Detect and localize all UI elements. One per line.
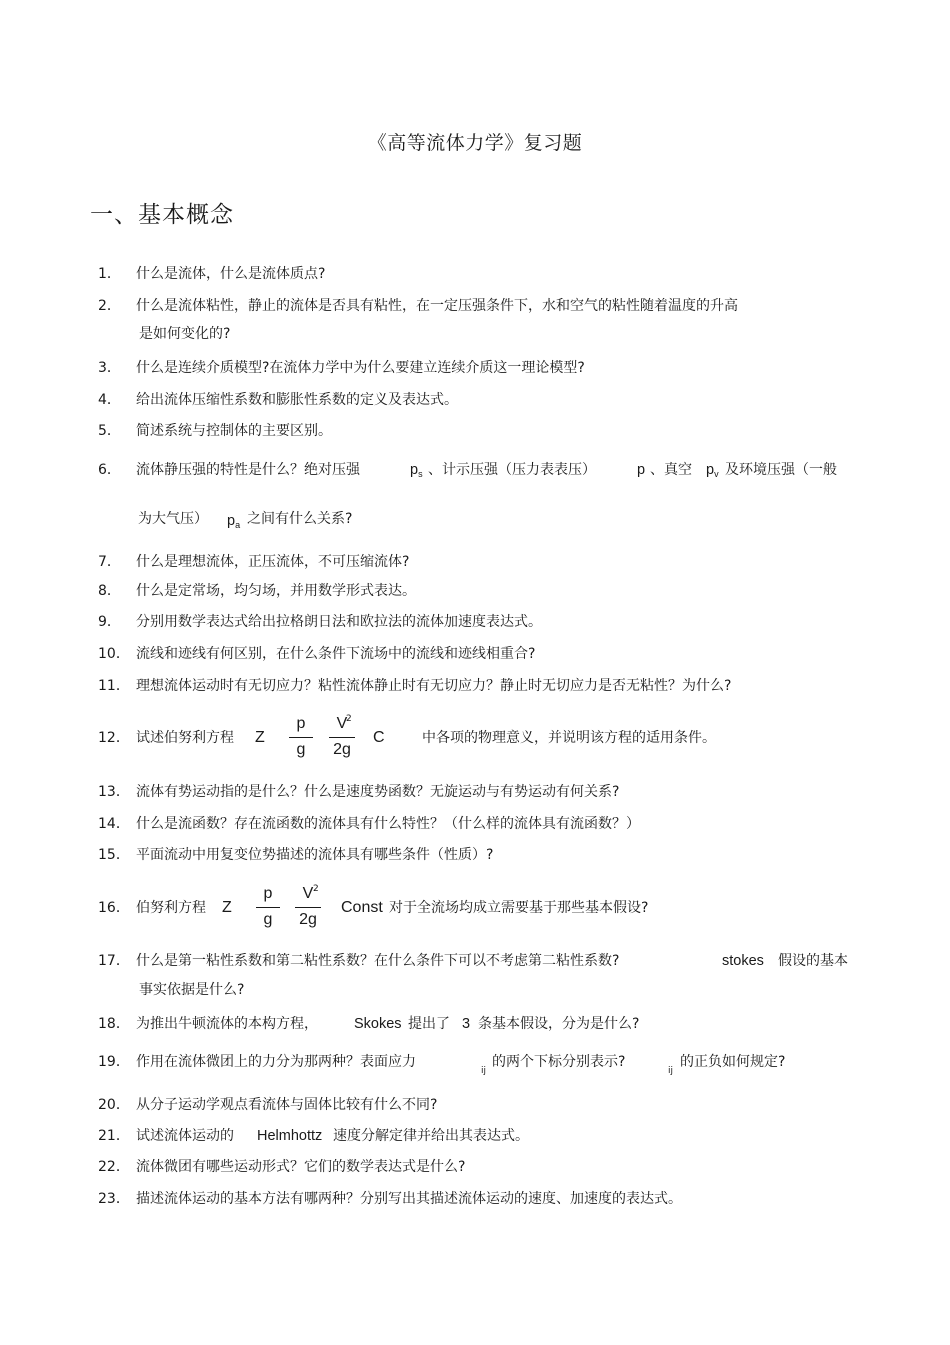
question-number: 16． <box>98 900 130 916</box>
question-19 <box>0 1053 950 1077</box>
question-text: 什么是流体粘性，静止的流体是否具有粘性，在一定压强条件下，水和空气的粘性随着温度的升高 <box>136 298 738 314</box>
question-number: 2． <box>98 298 121 314</box>
question-text: 简述系统与控制体的主要区别。 <box>136 423 332 439</box>
question-12 <box>0 705 950 775</box>
question-text: 条基本假设，分为是什么? <box>478 1016 640 1032</box>
question-text: 作用在流体微团上的力分为那两种？表面应力 <box>136 1054 416 1070</box>
question-text: 中各项的物理意义，并说明该方程的适用条件。 <box>422 730 716 746</box>
question-number: 15． <box>98 847 130 863</box>
question-21 <box>0 1127 950 1147</box>
question-text: 及环境压强（一般 <box>725 462 837 478</box>
formula-fraction-p-g: p g <box>256 885 280 929</box>
question-number: 19． <box>98 1054 130 1070</box>
ambient-pressure-symbol: $p_a$ <box>227 513 241 530</box>
stress-subscript: ij <box>668 1066 674 1076</box>
question-2-continuation: 是如何变化的? <box>139 326 231 342</box>
formula-fraction-p-g: p g <box>289 715 313 759</box>
question-text: 为推出牛顿流体的本构方程， <box>136 1016 318 1032</box>
question-number: 13． <box>98 784 130 800</box>
question-text: 为大气压） <box>138 511 208 527</box>
question-text: 理想流体运动时有无切应力？粘性流体静止时有无切应力？静止时无切应力是否无粘性？为什么? <box>136 678 732 694</box>
question-text: 的正负如何规定? <box>680 1054 786 1070</box>
question-text: 描述流体运动的基本方法有哪两种？分别写出其描述流体运动的速度、加速度的表达式。 <box>136 1191 682 1207</box>
formula-constant: C <box>373 729 385 746</box>
question-number: 7． <box>98 554 121 570</box>
question-number: 23． <box>98 1191 130 1207</box>
question-text: 什么是流函数？存在流函数的流体具有什么特性？（什么样的流体具有流函数？） <box>136 816 640 832</box>
question-number: 5． <box>98 423 121 439</box>
question-text: 什么是流体，什么是流体质点? <box>136 266 326 282</box>
question-text: 的两个下标分别表示? <box>492 1054 626 1070</box>
question-text: 什么是定常场，均匀场，并用数学形式表达。 <box>136 583 416 599</box>
question-16 <box>0 875 950 940</box>
question-text: 流体静压强的特性是什么？绝对压强 <box>136 462 360 478</box>
formula-z: Z <box>222 899 232 916</box>
stokes-term: stokes <box>722 953 764 969</box>
formula-z: Z <box>255 729 265 746</box>
question-number: 10． <box>98 646 130 662</box>
question-text: 、计示压强（压力表表压） <box>428 462 596 478</box>
question-number: 12． <box>98 730 130 746</box>
question-text: 分别用数学表达式给出拉格朗日法和欧拉法的流体加速度表达式。 <box>136 614 542 630</box>
question-number: 6． <box>98 462 121 478</box>
question-text: 什么是连续介质模型?在流体力学中为什么要建立连续介质这一理论模型? <box>136 360 585 376</box>
question-18 <box>0 1015 950 1035</box>
question-number: 8． <box>98 583 121 599</box>
question-number: 3． <box>98 360 121 376</box>
question-number: 18． <box>98 1016 130 1032</box>
question-number: 4． <box>98 392 121 408</box>
question-text: 流体有势运动指的是什么？什么是速度势函数？无旋运动与有势运动有何关系? <box>136 784 620 800</box>
question-number: 14． <box>98 816 130 832</box>
question-number: 1． <box>98 266 121 282</box>
section-heading: 一、基本概念 <box>90 202 234 228</box>
question-text: 速度分解定律并给出其表达式。 <box>333 1128 529 1144</box>
question-number: 20． <box>98 1097 130 1113</box>
question-text: 什么是第一粘性系数和第二粘性系数？在什么条件下可以不考虑第二粘性系数? <box>136 953 620 969</box>
question-text: 提出了 <box>408 1016 450 1032</box>
question-text: 给出流体压缩性系数和膨胀性系数的定义及表达式。 <box>136 392 458 408</box>
formula-constant: Const <box>341 899 383 916</box>
question-text: 假设的基本 <box>778 953 848 969</box>
question-text: 试述伯努利方程 <box>136 730 234 746</box>
question-text: 试述流体运动的 <box>136 1128 234 1144</box>
question-17-continuation: 事实依据是什么? <box>139 982 245 998</box>
question-text: 、真空 <box>650 462 692 478</box>
question-text: 什么是理想流体，正压流体，不可压缩流体? <box>136 554 410 570</box>
question-text: 流体微团有哪些运动形式？它们的数学表达式是什么? <box>136 1159 466 1175</box>
question-number: 17． <box>98 953 130 969</box>
skokes-term: Skokes <box>354 1016 402 1032</box>
question-6 <box>0 461 950 485</box>
document-title: 《高等流体力学》复习题 <box>367 132 583 154</box>
gauge-pressure-symbol: p <box>637 462 646 478</box>
assumption-count: 3 <box>462 1016 471 1032</box>
question-text: 伯努利方程 <box>136 900 206 916</box>
question-text: 从分子运动学观点看流体与固体比较有什么不同? <box>136 1097 438 1113</box>
question-number: 21． <box>98 1128 130 1144</box>
absolute-pressure-symbol: $p_s$ <box>410 462 423 479</box>
question-number: 9． <box>98 614 121 630</box>
question-text: 平面流动中用复变位势描述的流体具有哪些条件（性质）? <box>136 847 494 863</box>
formula-fraction-v2-2g: V 2g <box>329 715 355 759</box>
question-number: 11． <box>98 678 130 694</box>
formula-exponent: 2 <box>313 884 319 894</box>
stress-subscript: ij <box>481 1066 487 1076</box>
formula-exponent: 2 <box>346 714 352 724</box>
question-6-continuation <box>0 510 600 534</box>
helmholtz-term: Helmhottz <box>257 1128 323 1144</box>
question-number: 22． <box>98 1159 130 1175</box>
question-17 <box>0 952 950 972</box>
formula-fraction-v2-2g: V 2g <box>295 885 321 929</box>
question-text: 流线和迹线有何区别，在什么条件下流场中的流线和迹线相重合? <box>136 646 536 662</box>
question-text: 之间有什么关系? <box>247 511 353 527</box>
question-text: 对于全流场均成立需要基于那些基本假设? <box>389 900 649 916</box>
vacuum-pressure-symbol: $p_v$ <box>706 462 719 479</box>
